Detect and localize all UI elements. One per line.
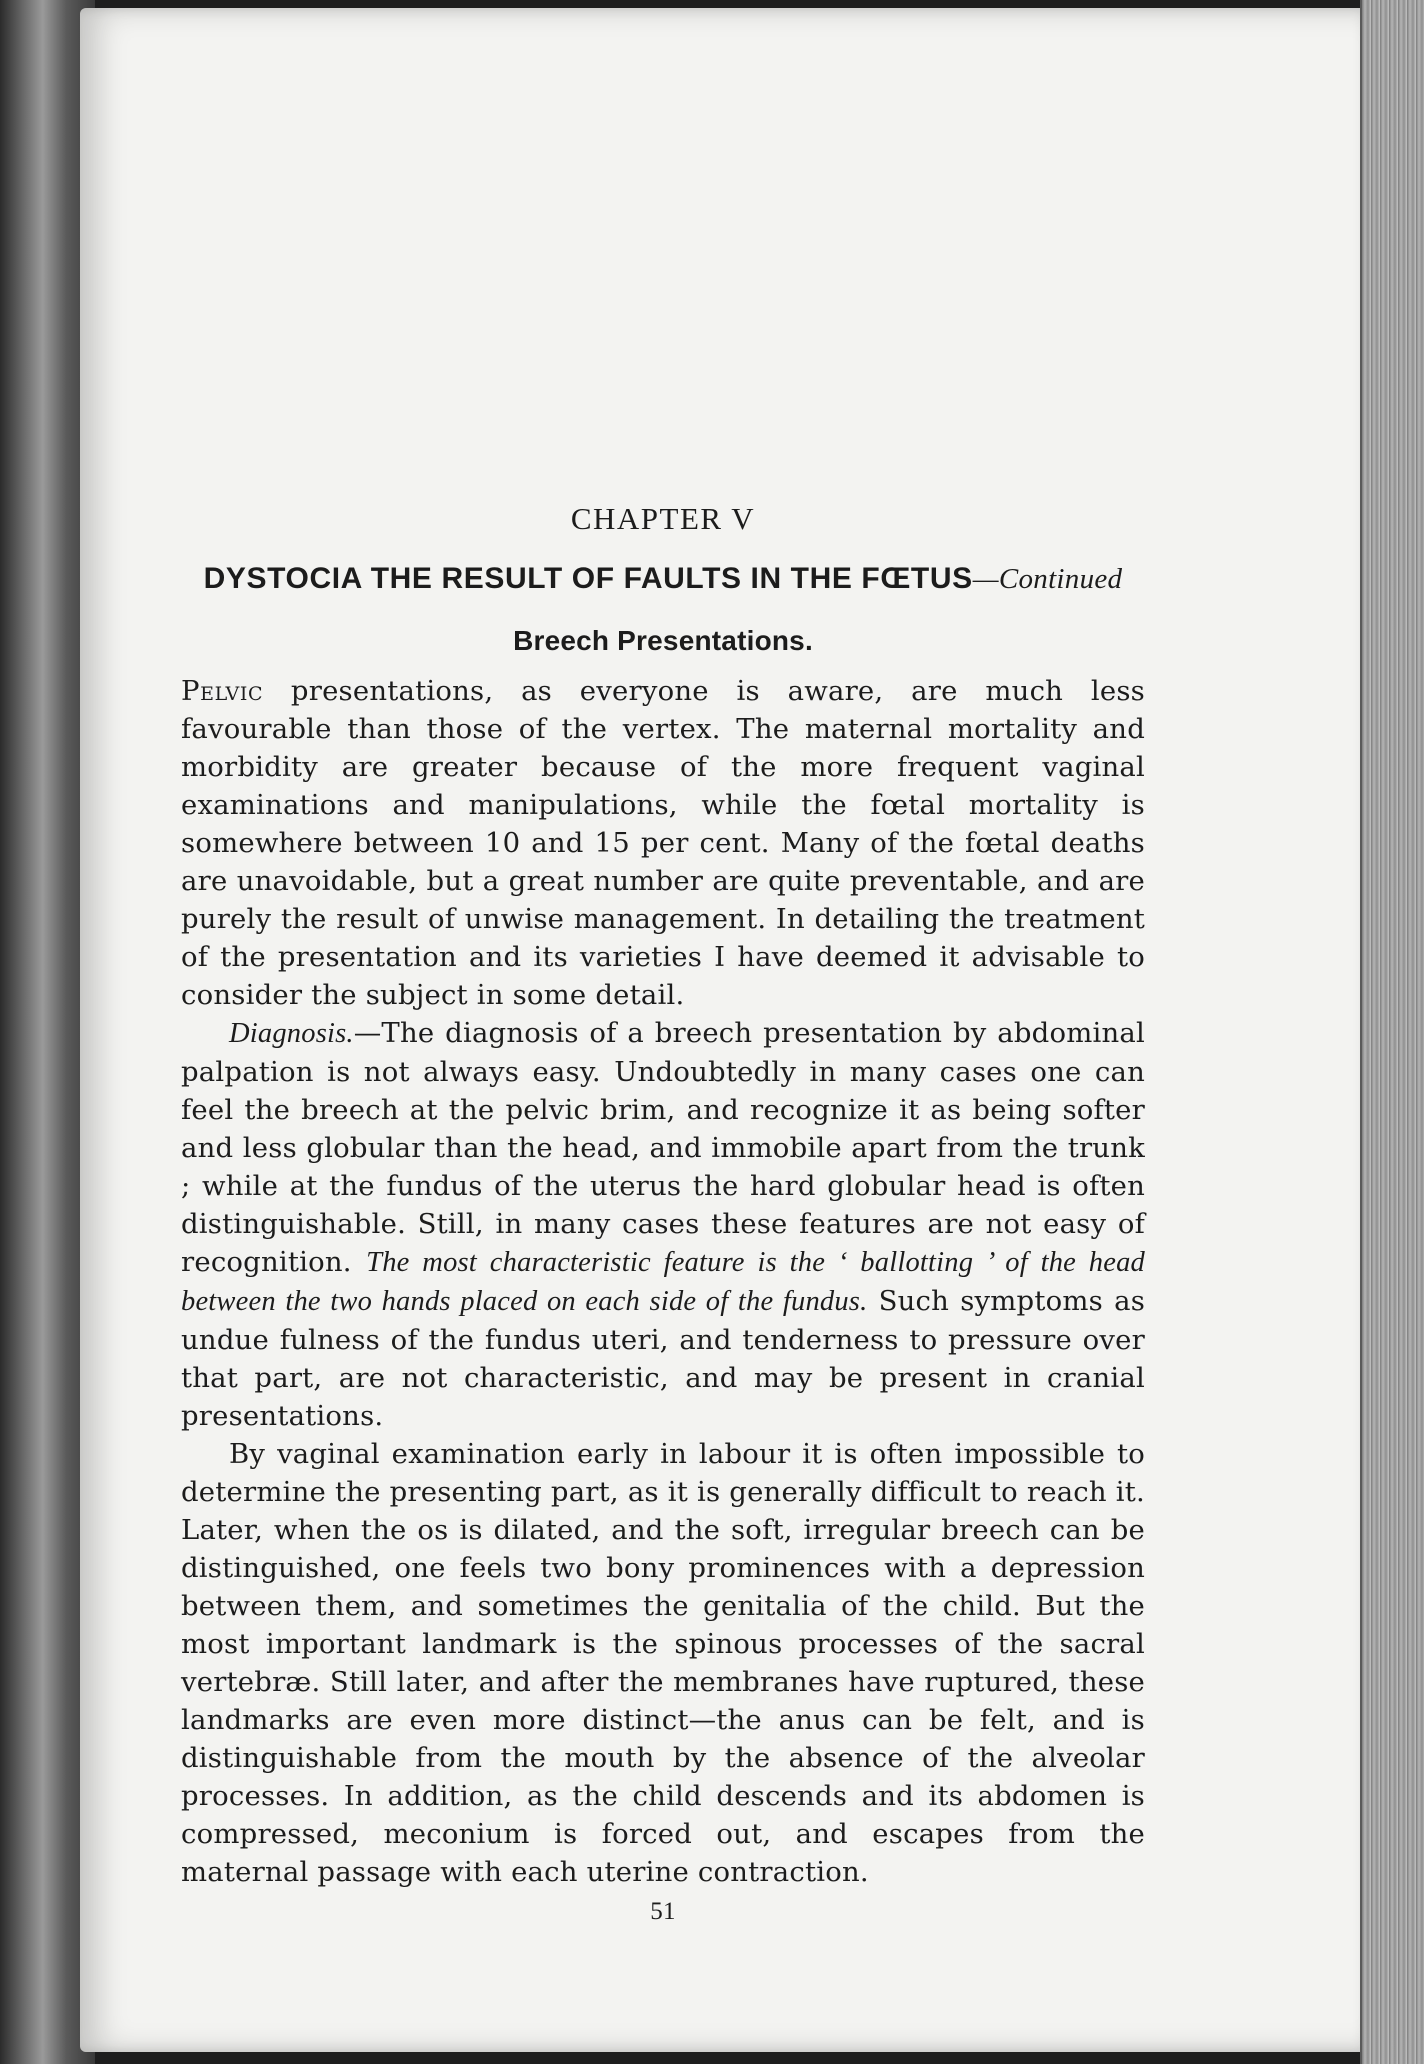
- paragraph-vaginal-examination: By vaginal examination early in labour it is often impossible to determine the presenting part, as it is generally difficult to reach it. Later, when the os is dilated, and the soft, irregular breech can be distinguished, one feels two bony prominences with a depression between them, and sometimes the genitalia of the child. But the most important landmark is the spinous processes of the sacral vertebræ. Still later, and after the membranes have ruptured, these landmarks are even more distinct—the anus can be felt, and is distinguishable from the mouth by the absence of the alveolar processes. In addition, as the child descends and its abdomen is compressed, meconium is forced out, and escapes from the maternal passage with each uterine contraction.: [181, 1438, 1145, 1888]
- page-stack-edge: [1360, 0, 1424, 2064]
- chapter-title-main: DYSTOCIA THE RESULT OF FAULTS IN THE FŒTUS: [203, 562, 973, 595]
- chapter-title: [181, 560, 1145, 598]
- section-title: Breech Presentations.: [513, 625, 813, 656]
- chapter-title-continued: —Continued: [972, 563, 1123, 595]
- paragraph-pelvic: [181, 672, 1145, 1014]
- paragraph-body: Such symptoms as undue fulness of the fundus uteri, and tenderness to pressure over that part, are not characteristic, and may be present in cranial presentations.: [181, 1285, 1146, 1432]
- paragraph-lead-word: Diagnosis.: [229, 1018, 354, 1049]
- paragraph-body: —The diagnosis of a breech presentation by abdominal palpation is not always easy. Undoubtedly in many cases one can feel the breech at the pelvic brim, and recognize it as being softer and less globular than the head, and immobile apart from the trunk ; while at the fundus of the uterus the hard globular head is often distinguishable. Still, in many cases these features are not easy of recognition.: [181, 1017, 1145, 1278]
- paragraph-lead-word: Pelvic: [181, 675, 264, 707]
- paragraph-diagnosis: [181, 1014, 1145, 1435]
- chapter-heading: CHAPTER V: [570, 501, 756, 536]
- page-number: 51: [650, 1898, 676, 1925]
- emphasized-sentence: The most characteristic feature is the ‘ ballotting ’ of the head between the two hands placed on each side of the fundus.: [181, 1247, 1146, 1317]
- page-text: [181, 500, 1145, 1931]
- paragraph-body: presentations, as everyone is aware, are much less favourable than those of the vertex. The maternal mortality and morbidity are greater because of the more frequent vaginal examinations and manipulations, while the fœtal mortality is somewhere between 10 and 15 per cent. Many of the fœtal deaths are unavoidable, but a great number are quite preventable, and are purely the result of unwise management. In detailing the treatment of the presentation and its varieties I have deemed it advisable to consider the subject in some detail.: [181, 675, 1145, 1011]
